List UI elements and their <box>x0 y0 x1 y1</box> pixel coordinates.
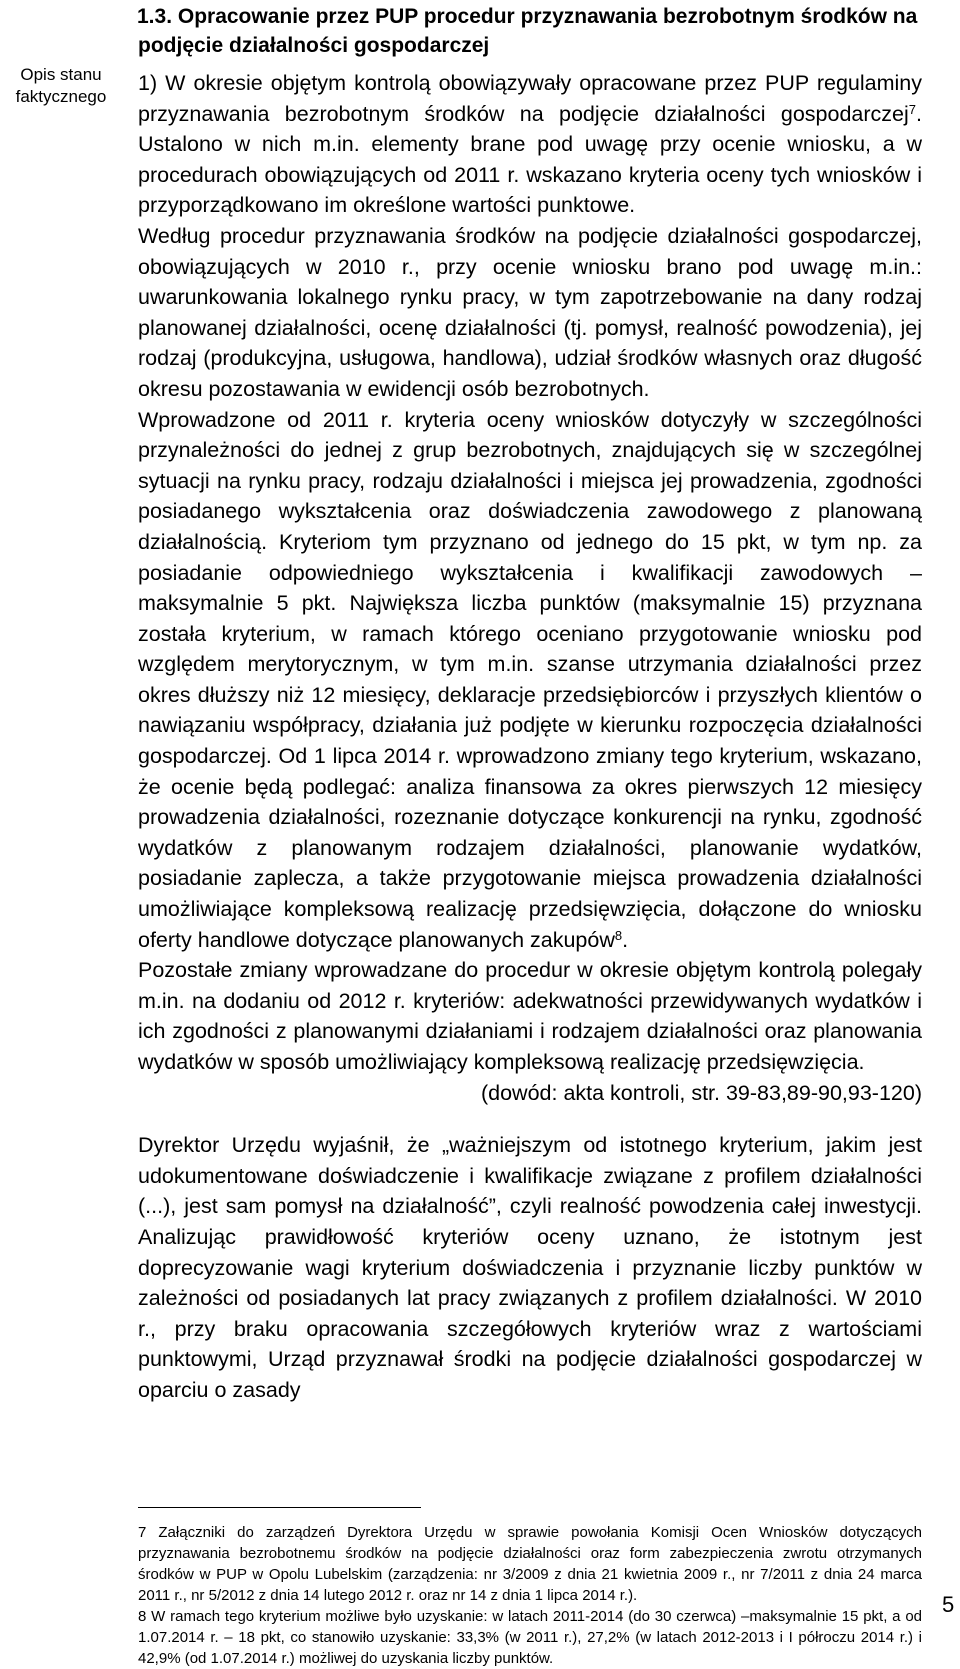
paragraph-4: Pozostałe zmiany wprowadzane do procedur w okresie objętym kontrolą polegały m.in. na dodaniu od 2012 r. kryteriów: adekwatności przewidywanych wydatków i ich zgodności z planowanymi działaniami i rodzajem działalności oraz planowania wydatków w sposób umożliwiający kompleksową realizację przedsięwzięcia. <box>138 958 922 1074</box>
footnote-separator <box>138 1507 421 1508</box>
section-heading: 1.3. Opracowanie przez PUP procedur przyznawania bezrobotnym środków na podjęcie działalności gospodarczej <box>137 5 918 57</box>
footnotes <box>138 1522 922 1669</box>
margin-label <box>0 64 122 108</box>
paragraph-3 <box>138 405 922 956</box>
paragraph-1 <box>138 68 922 221</box>
paragraph-gap <box>138 1108 922 1130</box>
main-content <box>138 0 922 1406</box>
margin-label-line2: faktycznego <box>15 87 107 106</box>
paragraph-3-text-b: . <box>622 927 629 952</box>
footnote-number: 7 <box>138 1524 147 1541</box>
paragraph-1-text-b: . Ustalono w nich m.in. elementy brane pod uwagę przy ocenie wniosku, a w procedurach obowiązujących od 2011 r. wskazano kryteria oceny tych wniosków i przyporządkowano im określone wartości punktowe. <box>138 101 922 218</box>
footnote-text: Załączniki do zarządzeń Dyrektora Urzędu w sprawie powołania Komisji Ocen Wniosków dotyczących przyznawania bezrobotnemu środków na podjęcie działalności oraz form zabezpieczenia zwrotu otrzymanych środków w PUP w Opolu Lubelskim (zarządzenia: nr 3/2009 z dnia 21 kwietnia 2009 r., nr 7/2011 z dnia 24 marca 2011 r., nr 5/2012 z dnia 14 lutego 2012 r. oraz nr 14 z dnia 1 lipca 2014 r.). <box>138 1524 922 1604</box>
footnote-text: W ramach tego kryterium możliwe było uzyskanie: w latach 2011-2014 (do 30 czerwca) –maksymalnie 15 pkt, a od 1.07.2014 r. – 18 pkt, co stanowiło uzyskanie: 33,3% (w 2011 r.), 27,2% (w latach 2012-2013 i I półroczu 2014 r.) i 42,9% (od 1.07.2014 r.) możliwej do uzyskania liczby punktów. <box>138 1608 922 1667</box>
footnote-number: 8 <box>138 1608 147 1625</box>
evidence-reference: (dowód: akta kontroli, str. 39-83,89-90,93-120) <box>480 1080 922 1105</box>
footnote-ref-7[interactable]: 7 <box>908 101 917 117</box>
page-number: 5 <box>942 1592 955 1617</box>
footnote-8 <box>138 1606 922 1669</box>
paragraph-5: Dyrektor Urzędu wyjaśnił, że „ważniejszym od istotnego kryterium, jakim jest udokumentowane doświadczenie i kwalifikacje związane z profilem działalności (...), jest sam pomysł na działalność”, czyli realność powodzenia całej inwestycji. Analizując prawidłowość kryteriów oceny uznano, że istotnym jest doprecyzowanie wagi kryterium doświadczenia i przyznanie liczby punktów w zależności od posiadanych lat pracy związanych z profilem działalności. W 2010 r., przy braku opracowania szczegółowych kryteriów wraz z wartościami punktowymi, Urząd przyznawał środki na podjęcie działalności gospodarczej w oparciu o zasady <box>138 1133 922 1402</box>
paragraph-1-text-a: 1) W okresie objętym kontrolą obowiązywały opracowane przez PUP regulaminy przyznawania bezrobotnym środków na podjęcie działalności gospodarczej <box>138 71 922 126</box>
footnote-ref-8[interactable]: 8 <box>614 927 623 943</box>
paragraph-2: Według procedur przyznawania środków na podjęcie działalności gospodarczej, obowiązujących w 2010 r., przy ocenie wniosku brano pod uwagę m.in.: uwarunkowania lokalnego rynku pracy, w tym zapotrzebowanie na dany rodzaj planowanej działalności, ocenę działalności (tj. pomysł, realność powodzenia), jej rodzaj (produkcyjna, usługowa, handlowa), udział środków własnych oraz długość okresu pozostawania w ewidencji osób bezrobotnych. <box>138 223 922 401</box>
margin-label-line1: Opis stanu <box>20 65 102 84</box>
paragraph-3-text-a: Wprowadzone od 2011 r. kryteria oceny wniosków dotyczyły w szczególności przynależności do jednej z grup bezrobotnych, znajdujących się w szczególnej sytuacji na rynku pracy, rodzaju działalności i miejsca jej prowadzenia, zgodności posiadanego wykształcenia oraz doświadczenia zawodowego z planowaną działalnością. Kryteriom tym przyznano od jednego do 15 pkt, w tym np. za posiadanie odpowiedniego wykształcenia i kwalifikacji zawodowych – maksymalnie 5 pkt. Największa liczba punktów (maksymalnie 15) przyznana została kryterium, w ramach którego oceniano przygotowanie wniosku pod względem merytorycznym, w tym m.in. szanse utrzymania działalności przez okres dłuższy niż 12 miesięcy, deklaracje przedsiębiorców i przyszłych klientów o nawiązaniu współpracy, działania już podjęte w kierunku rozpoczęcia działalności gospodarczej. Od 1 lipca 2014 r. wprowadzono zmiany tego kryterium, wskazano, że ocenie będą podlegać: analiza finansowa za okres pierwszych 12 miesięcy prowadzenia działalności, rozeznanie dotyczące konkurencji na rynku, zgodność wydatków z planowanym rodzajem działalności, planowanie wydatków, posiadanie zaplecza, a także przygotowanie miejsca prowadzenia działalności umożliwiające kompleksową realizację przedsięwzięcia, dołączone do wniosku oferty handlowe dotyczące planowanych zakupów <box>138 407 922 952</box>
footnote-7 <box>138 1522 922 1606</box>
